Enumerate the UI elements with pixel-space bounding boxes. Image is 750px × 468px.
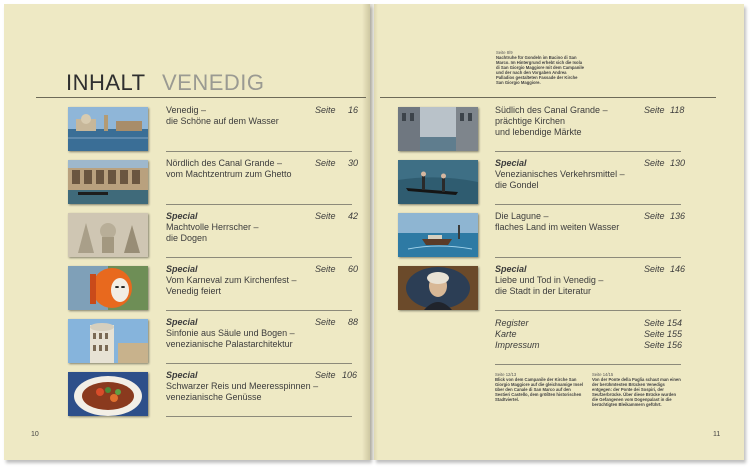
caption-text: Blick von dem Campanile der Kirche San Giorgio Maggiore auf die gleichnamige Insel über den Canale di San Marco auf den Sestieri Castello, dem größten historischen Stadtviertel. — [495, 377, 583, 402]
entry-line: Schwarzer Reis und Meeresspinnen – — [166, 381, 319, 391]
page-title: INHALT — [66, 70, 146, 95]
entry-line: die Dogen — [166, 233, 208, 243]
caption-ref: Seite 8/9 — [496, 50, 513, 55]
header-rule — [36, 97, 366, 98]
toc-entry-text — [495, 158, 645, 191]
toc-entry-text — [495, 264, 645, 297]
entry-line: venezianische Genüsse — [166, 392, 262, 402]
page-reference[interactable]: Seite 118 — [644, 105, 685, 115]
toc-entry-text — [166, 264, 316, 297]
map-link[interactable]: Karte — [495, 329, 517, 339]
special-label: Special — [166, 264, 198, 274]
carnival-mask-photo — [68, 266, 148, 310]
map-page[interactable]: Seite 155 — [644, 329, 683, 339]
toc-entry-text — [166, 105, 316, 127]
caption-text: Nachtruhe für Gondeln im Bacino di San Marco. Im Hintergrund erhebt sich die Isola di San Giorgio Maggiore mit dem Campanile und der nach den Vorgaben Andrea Palladios gestalteten Fassade der Kirche San Giorgio Maggiore. — [496, 55, 584, 85]
caption-ref: Seite 14/15 — [592, 372, 614, 377]
toc-entry-text — [166, 317, 316, 350]
caption-ref: Seite 12/13 — [495, 372, 517, 377]
special-label: Special — [495, 158, 527, 168]
canal-street-photo — [398, 107, 478, 151]
entry-line: prächtige Kirchen — [495, 116, 566, 126]
toc-entry-text — [495, 105, 645, 138]
entry-line: Vom Karneval zum Kirchenfest – — [166, 275, 297, 285]
entry-separator — [166, 151, 352, 152]
entry-separator — [166, 257, 352, 258]
entry-line: flaches Land im weiten Wasser — [495, 222, 620, 232]
page-reference[interactable]: Seite 16 — [315, 105, 359, 115]
entry-line: Südlich des Canal Grande – — [495, 105, 608, 115]
lagoon-boat-photo — [398, 213, 478, 257]
entry-line: vom Machtzentrum zum Ghetto — [166, 169, 292, 179]
toc-entry-text — [495, 211, 645, 233]
entry-line: Venezianisches Verkehrsmittel – — [495, 169, 625, 179]
gondola-photo — [398, 160, 478, 204]
entry-line: Sinfonie aus Säule und Bogen – — [166, 328, 295, 338]
entry-line: und lebendige Märkte — [495, 127, 582, 137]
book-gutter — [362, 4, 378, 460]
entry-line: Die Lagune – — [495, 211, 549, 221]
page-reference[interactable]: Seite 88 — [315, 317, 359, 327]
entry-line: Venedig feiert — [166, 286, 222, 296]
food-plate-photo — [68, 372, 148, 416]
entry-line: Machtvolle Herrscher – — [166, 222, 259, 232]
page-reference[interactable]: Seite 130 — [644, 158, 686, 168]
register-page[interactable]: Seite 154 — [644, 318, 683, 328]
imprint-page[interactable]: Seite 156 — [644, 340, 683, 350]
entry-line: Liebe und Tod in Venedig – — [495, 275, 604, 285]
page-reference[interactable]: Seite 60 — [315, 264, 359, 274]
header-rule-right — [380, 97, 716, 98]
caption-text: Von der Ponte della Paglia schaut man einen der berühmtesten Brücken Venedigs entgegen: der Ponte dei Sospiri, der Seufzerbrücke. Über diese Brücke wurden die Gefangenen vom Dogenpalast in die berüchtigten Bleikammern geführt. — [592, 377, 681, 407]
page-reference[interactable]: Seite 30 — [315, 158, 359, 168]
special-label: Special — [495, 264, 527, 274]
caption-bottom-left — [495, 372, 583, 402]
entry-separator — [166, 363, 352, 364]
toc-entry-text — [166, 158, 316, 180]
special-label: Special — [166, 370, 198, 380]
entry-separator — [495, 364, 681, 365]
palace-canal-photo — [68, 160, 148, 204]
page-reference[interactable]: Seite 146 — [644, 264, 686, 274]
venice-skyline-photo — [68, 107, 148, 151]
entry-line: die Schöne auf dem Wasser — [166, 116, 279, 126]
entry-separator — [166, 416, 352, 417]
entry-separator — [166, 204, 352, 205]
page-reference[interactable]: Seite 136 — [644, 211, 686, 221]
entry-separator — [495, 151, 681, 152]
entry-line: die Stadt in der Literatur — [495, 286, 592, 296]
palace-architecture-photo — [68, 319, 148, 363]
relief-sculpture-photo — [68, 213, 148, 257]
entry-separator — [495, 204, 681, 205]
portrait-painting-photo — [398, 266, 478, 310]
page-subtitle: VENEDIG — [162, 70, 265, 95]
entry-separator — [495, 257, 681, 258]
entry-line: venezianische Palastarchitektur — [166, 339, 293, 349]
caption-top-right — [496, 50, 586, 85]
entry-line: die Gondel — [495, 180, 539, 190]
special-label: Special — [166, 211, 198, 221]
page-reference[interactable]: Seite 106 — [315, 370, 358, 380]
register-link[interactable]: Register — [495, 318, 529, 328]
page-number-left: 10 — [31, 431, 39, 438]
toc-entry-text — [166, 211, 316, 244]
entry-line: Venedig – — [166, 105, 207, 115]
special-label: Special — [166, 317, 198, 327]
page-reference[interactable]: Seite 42 — [315, 211, 359, 221]
entry-separator — [166, 310, 352, 311]
entry-line: Nördlich des Canal Grande – — [166, 158, 283, 168]
toc-entry-text — [166, 370, 336, 403]
caption-bottom-right — [592, 372, 682, 407]
page-number-right: 11 — [713, 431, 721, 438]
entry-separator — [495, 310, 681, 311]
imprint-link[interactable]: Impressum — [495, 340, 540, 350]
